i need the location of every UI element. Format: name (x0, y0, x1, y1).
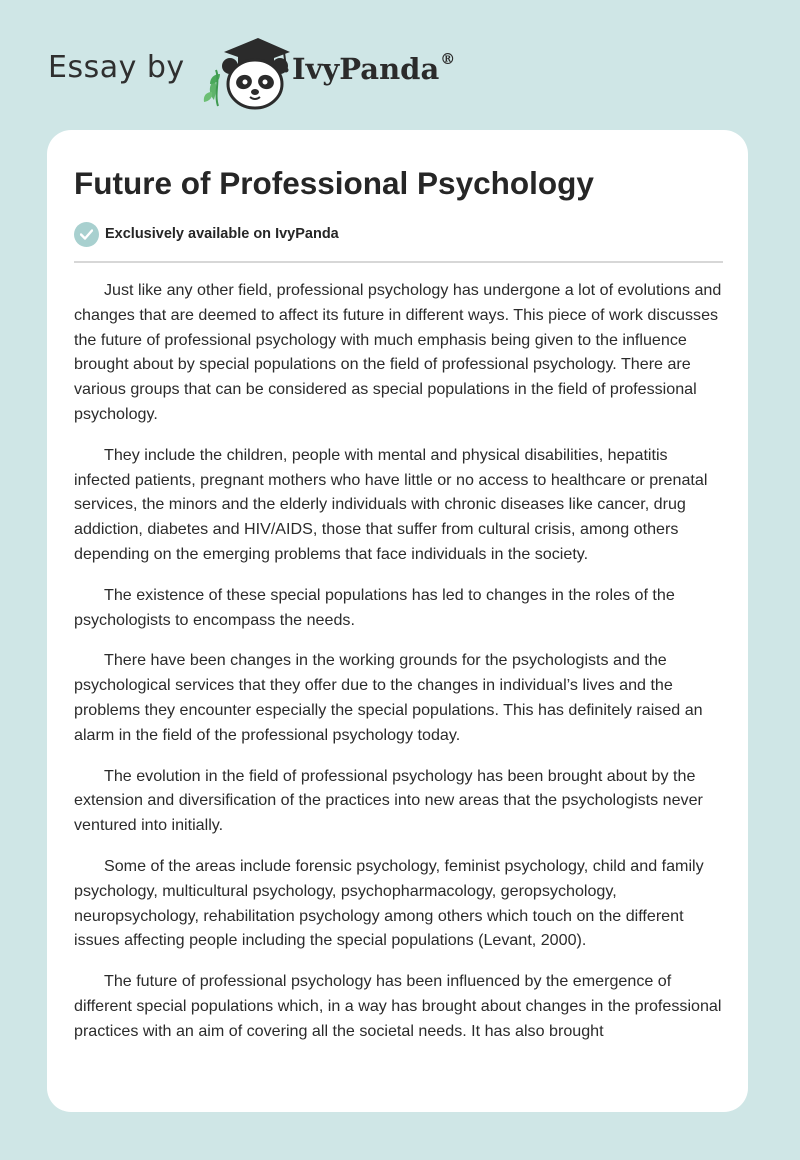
divider (74, 261, 723, 263)
page-title: Future of Professional Psychology (74, 165, 594, 201)
site-header (48, 34, 508, 114)
panda-logo-icon (200, 34, 290, 110)
brand-name[interactable]: IvyPanda® (292, 50, 456, 86)
paragraph: They include the children, people with mental and physical disabilities, hepatitis infected patients, pregnant mothers who have little or no access to healthcare or prenatal services, the minors and the elderly individuals with chronic diseases like cancer, drug addiction, diabetes and HIV/AIDS, those that suffer from cultural crisis, among others depending on the emerging problems that face individuals in the society. (74, 445, 708, 563)
registered-mark: ® (440, 50, 456, 68)
paragraph: Just like any other field, professional psychology has undergone a lot of evolutions and changes that are deemed to affect its future in different ways. This piece of work discusses the future of professional psychology with much emphasis being given to the influence brought about by special populations on the field of professional psychology. There are various groups that can be considered as special populations in the field of professional psychology. (74, 281, 722, 423)
paragraph: Some of the areas include forensic psychology, feminist psychology, child and family psychology, multicultural psychology, psychopharmacology, geropsychology, neuropsychology, rehabilitation psychology among others which touch on the different issues affecting people including the special populations (Levant, 2000). (74, 856, 704, 950)
article-body (74, 278, 724, 1060)
paragraph: There have been changes in the working grounds for the psychologists and the psychological services that they offer due to the changes in individual’s lives and the problems they encounter especially the special populations. This has definitely raised an alarm in the field of the professional psychology today. (74, 651, 703, 744)
paragraph: The future of professional psychology has been influenced by the emergence of different special populations which, in a way has brought about changes in the professional practices with an aim of covering all the societal needs. It has also brought (74, 972, 722, 1040)
check-icon (74, 222, 99, 247)
essay-by-label: Essay by (48, 50, 185, 85)
exclusive-badge (74, 221, 339, 247)
badge-label: Exclusively available on IvyPanda (105, 226, 339, 242)
paragraph: The existence of these special populations has led to changes in the roles of the psychologists to encompass the needs. (74, 585, 675, 629)
paragraph: The evolution in the field of professional psychology has been brought about by the extension and diversification of the practices into new areas that the psychologists never ventured into initially. (74, 766, 703, 835)
article-card (47, 130, 748, 1112)
